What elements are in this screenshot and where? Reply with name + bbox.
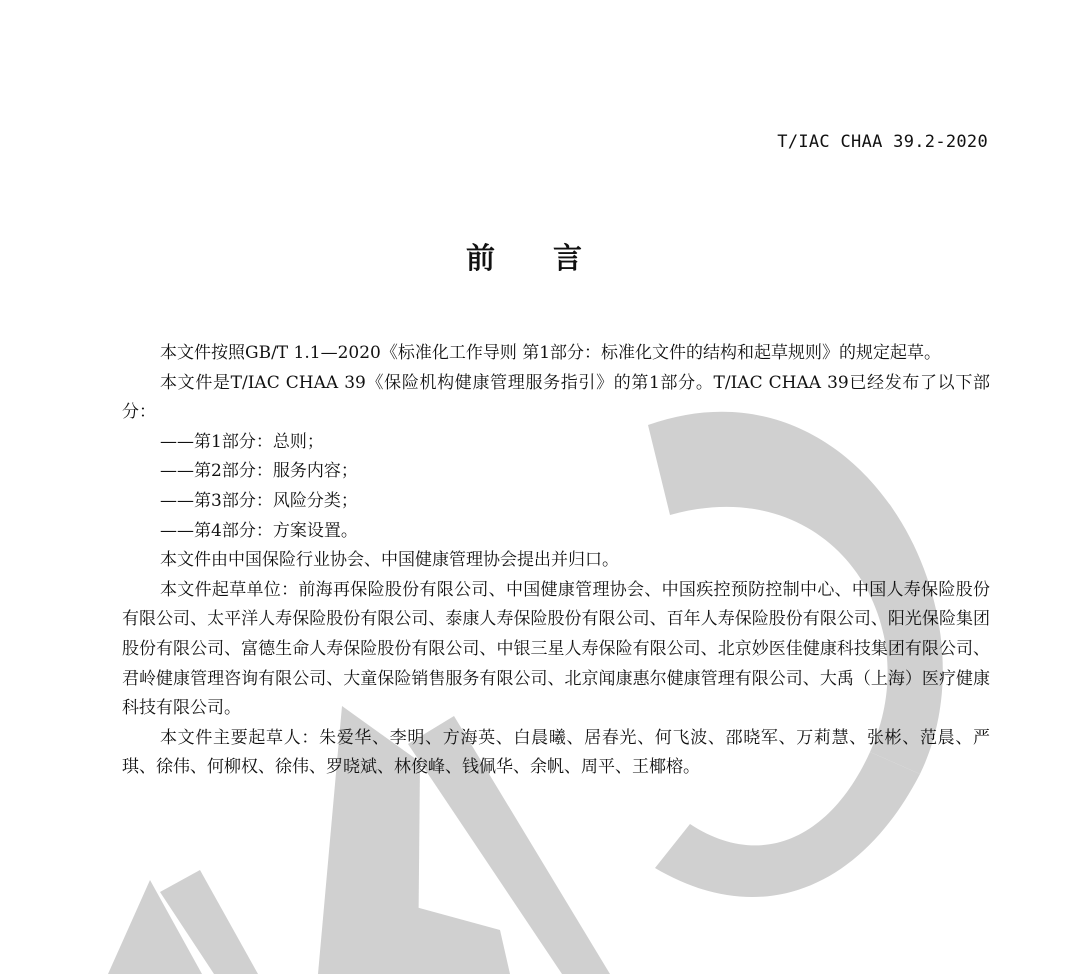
page-title: 前言 (465, 241, 640, 275)
list-item-part-2: ——第2部分：服务内容； (160, 461, 358, 482)
paragraph-series-parts: 本文件是T/IAC CHAA 39《保险机构健康管理服务指引》的第1部分。T/IAC CHAA 39已经发布了以下部分： (122, 372, 990, 423)
paragraph-standard-basis: 本文件按照GB/T 1.1—2020《标准化工作导则 第1部分：标准化文件的结构和起草规则》的规定起草。 (160, 343, 942, 363)
document-body (122, 339, 990, 783)
list-item-part-1: ——第1部分：总则； (160, 431, 324, 452)
paragraph-drafting-units: 本文件起草单位：前海再保险股份有限公司、中国健康管理协会、中国疾控预防控制中心、中国人寿保险股份有限公司、太平洋人寿保险股份有限公司、泰康人寿保险股份有限公司、百年人寿保险股份有限公司、阳光保险集团股份有限公司、富德生命人寿保险股份有限公司、中银三星人寿保险有限公司、北京妙医佳健康科技集团有限公司、君岭健康管理咨询有限公司、大童保险销售服务有限公司、北京闻康惠尔健康管理有限公司、大禹（上海）医疗健康科技有限公司。 (122, 579, 990, 719)
paragraph-drafters: 本文件主要起草人：朱爱华、李明、方海英、白晨曦、居春光、何飞波、邵晓军、万莉慧、张彬、范晨、严琪、徐伟、何柳权、徐伟、罗晓斌、林俊峰、钱佩华、余帆、周平、王椰榕。 (122, 727, 990, 778)
document-code: T/IAC CHAA 39.2-2020 (777, 132, 988, 152)
paragraph-proposer: 本文件由中国保险行业协会、中国健康管理协会提出并归口。 (160, 550, 619, 571)
list-item-part-3: ——第3部分：风险分类； (160, 490, 358, 511)
list-item-part-4: ——第4部分：方案设置。 (160, 520, 358, 541)
